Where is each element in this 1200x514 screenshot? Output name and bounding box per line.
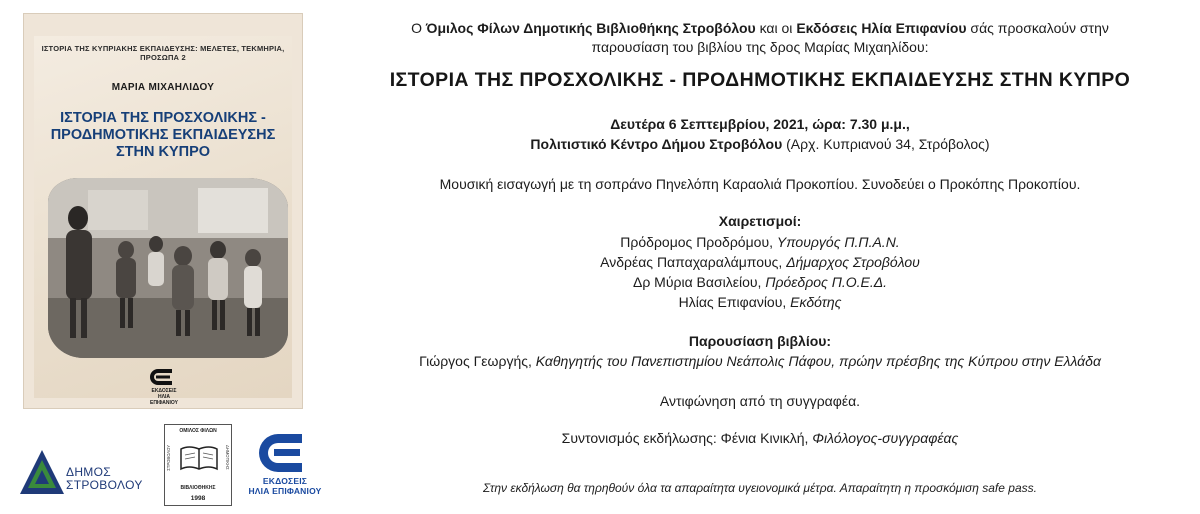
event-datetime: Δευτέρα 6 Σεπτεμβρίου, 2021, ώρα: 7.30 μ.μ., (610, 116, 910, 132)
book-title: ΙΣΤΟΡΙΑ ΤΗΣ ΠΡΟΣΧΟΛΙΚΗΣ - ΠΡΟΔΗΜΟΤΙΚΗΣ ΕΚΠΑΙΔΕΥΣΗΣ ΣΤΗΝ ΚΥΠΡΟ (389, 69, 1131, 91)
cover-title-line: ΠΡΟΔΗΜΟΤΙΚΗΣ ΕΚΠΑΙΔΕΥΣΗΣ (50, 127, 276, 143)
intro-line-1 (330, 20, 1190, 36)
organizer-ekdoseis: Εκδόσεις Ηλία Επιφανίου (796, 20, 967, 36)
omilos-year: 1998 (190, 495, 206, 502)
cover-publisher-logo (144, 366, 184, 406)
epsilon-logo-icon (144, 366, 184, 388)
intro-text: σάς προσκαλούν στην (966, 20, 1109, 36)
coordinator-role: Φιλόλογος-συγγραφέας (812, 430, 959, 446)
greeting-name: Ανδρέας Παπαχαραλάμπους, (600, 254, 787, 270)
greeting-role: Υπουργός Π.Π.Α.Ν. (776, 234, 900, 250)
greeting-name: Ηλίας Επιφανίου, (678, 294, 791, 310)
greeting-item (330, 254, 1190, 270)
organizer-omilos: Όμιλος Φίλων Δημοτικής Βιβλιοθήκης Στροβόλου (425, 20, 756, 36)
presenter-line (330, 353, 1190, 369)
venue-address: (Αρχ. Κυπριανού 34, Στρόβολος) (782, 136, 990, 152)
presentation-heading: Παρουσίαση βιβλίου: (688, 333, 832, 349)
ekdoseis-epifaniou-logo (248, 430, 322, 500)
greeting-role: Δήμαρχος Στροβόλου (786, 254, 920, 270)
dimos-line: ΔΗΜΟΣ (66, 465, 111, 479)
dimos-triangle-icon (18, 446, 66, 498)
coordinator: Συντονισμός εκδήλωσης: Φένια Κινικλή, (561, 430, 813, 446)
intro-line-2: παρουσίαση του βιβλίου της δρος Μαρίας Μιχαηλίδου: (591, 39, 929, 55)
cover-publisher-line: ΕΚΔΟΣΕΙΣ (151, 388, 177, 394)
greeting-name: Δρ Μύρια Βασιλείου, (632, 274, 766, 290)
greetings-heading: Χαιρετισμοί: (718, 213, 802, 229)
cover-publisher-line: ΗΛΙΑ ΕΠΙΦΑΝΙΟΥ (149, 394, 178, 406)
book-cover-panel (34, 36, 292, 406)
omilos-bottom-text: ΒΙΒΛΙΟΘΗΚΗΣ (180, 485, 216, 491)
presenter-name: Γιώργος Γεωργής, (419, 353, 536, 369)
book-cover (24, 14, 302, 408)
greeting-item (330, 274, 1190, 290)
ekdoseis-line: ΕΚΔΟΣΕΙΣ (262, 476, 308, 486)
intro-text: και οι (755, 20, 797, 36)
cover-series-title: ΙΣΤΟΡΙΑ ΤΗΣ ΚΥΠΡΙΑΚΗΣ ΕΚΠΑΙΔΕΥΣΗΣ: ΜΕΛΕΤΕΣ, ΤΕΚΜΗΡΙΑ, ΠΡΟΣΩΠΑ 2 (41, 44, 285, 62)
open-book-icon (179, 443, 219, 473)
greeting-role: Πρόεδρος Π.Ο.Ε.Δ. (765, 274, 888, 290)
omilos-filon-logo (164, 424, 232, 506)
cover-title-line: ΙΣΤΟΡΙΑ ΤΗΣ ΠΡΟΣΧΟΛΙΚΗΣ - (60, 110, 266, 126)
omilos-side-left: ΣΤΡΟΒΟΛΟΥ (166, 445, 171, 471)
greeting-name: Πρόδρομος Προδρόμου, (620, 234, 777, 250)
cover-title (42, 110, 284, 161)
dimos-line: ΣΤΡΟΒΟΛΟΥ (66, 478, 143, 492)
author-response: Αντιφώνηση από τη συγγραφέα. (659, 393, 861, 409)
cover-publisher-name (144, 388, 184, 406)
greeting-role: Εκδότης (790, 294, 842, 310)
omilos-side-right: ΔΗΜΟΤΙΚΗΣ (225, 445, 230, 470)
intro-text: Ο (411, 20, 426, 36)
cover-author: ΜΑΡΙΑ ΜΙΧΑΗΛΙΔΟΥ (111, 82, 215, 93)
coordination-line (330, 430, 1190, 446)
venue-name: Πολιτιστικό Κέντρο Δήμου Στροβόλου (530, 136, 783, 152)
health-notice: Στην εκδήλωση θα τηρηθούν όλα τα απαραίτητα υγειονομικά μέτρα. Απαραίτητη η προσκόμιση safe pass. (483, 481, 1037, 495)
dimos-strovolou-logo (18, 446, 153, 498)
greeting-item (330, 294, 1190, 310)
cover-photo (48, 178, 288, 358)
presenter-role: Καθηγητής του Πανεπιστημίου Νεάπολις Πάφου, πρώην πρέσβης της Κύπρου στην Ελλάδα (535, 353, 1101, 369)
greeting-item (330, 234, 1190, 250)
classroom-photo (48, 178, 288, 358)
ekdoseis-name (248, 476, 322, 496)
dimos-name (66, 466, 143, 492)
omilos-top-text: ΟΜΙΛΟΣ ΦΙΛΩΝ (179, 428, 217, 434)
ekdoseis-line: ΗΛΙΑ ΕΠΙΦΑΝΙΟΥ (248, 486, 322, 496)
event-venue (330, 136, 1190, 152)
epsilon-logo-icon (248, 430, 322, 476)
cover-title-line: ΣΤΗΝ ΚΥΠΡΟ (115, 144, 211, 160)
music-intro: Μουσική εισαγωγή με τη σοπράνο Πηνελόπη Καραολιά Προκοπίου. Συνοδεύει ο Προκόπης Προκοπίου. (439, 176, 1081, 192)
